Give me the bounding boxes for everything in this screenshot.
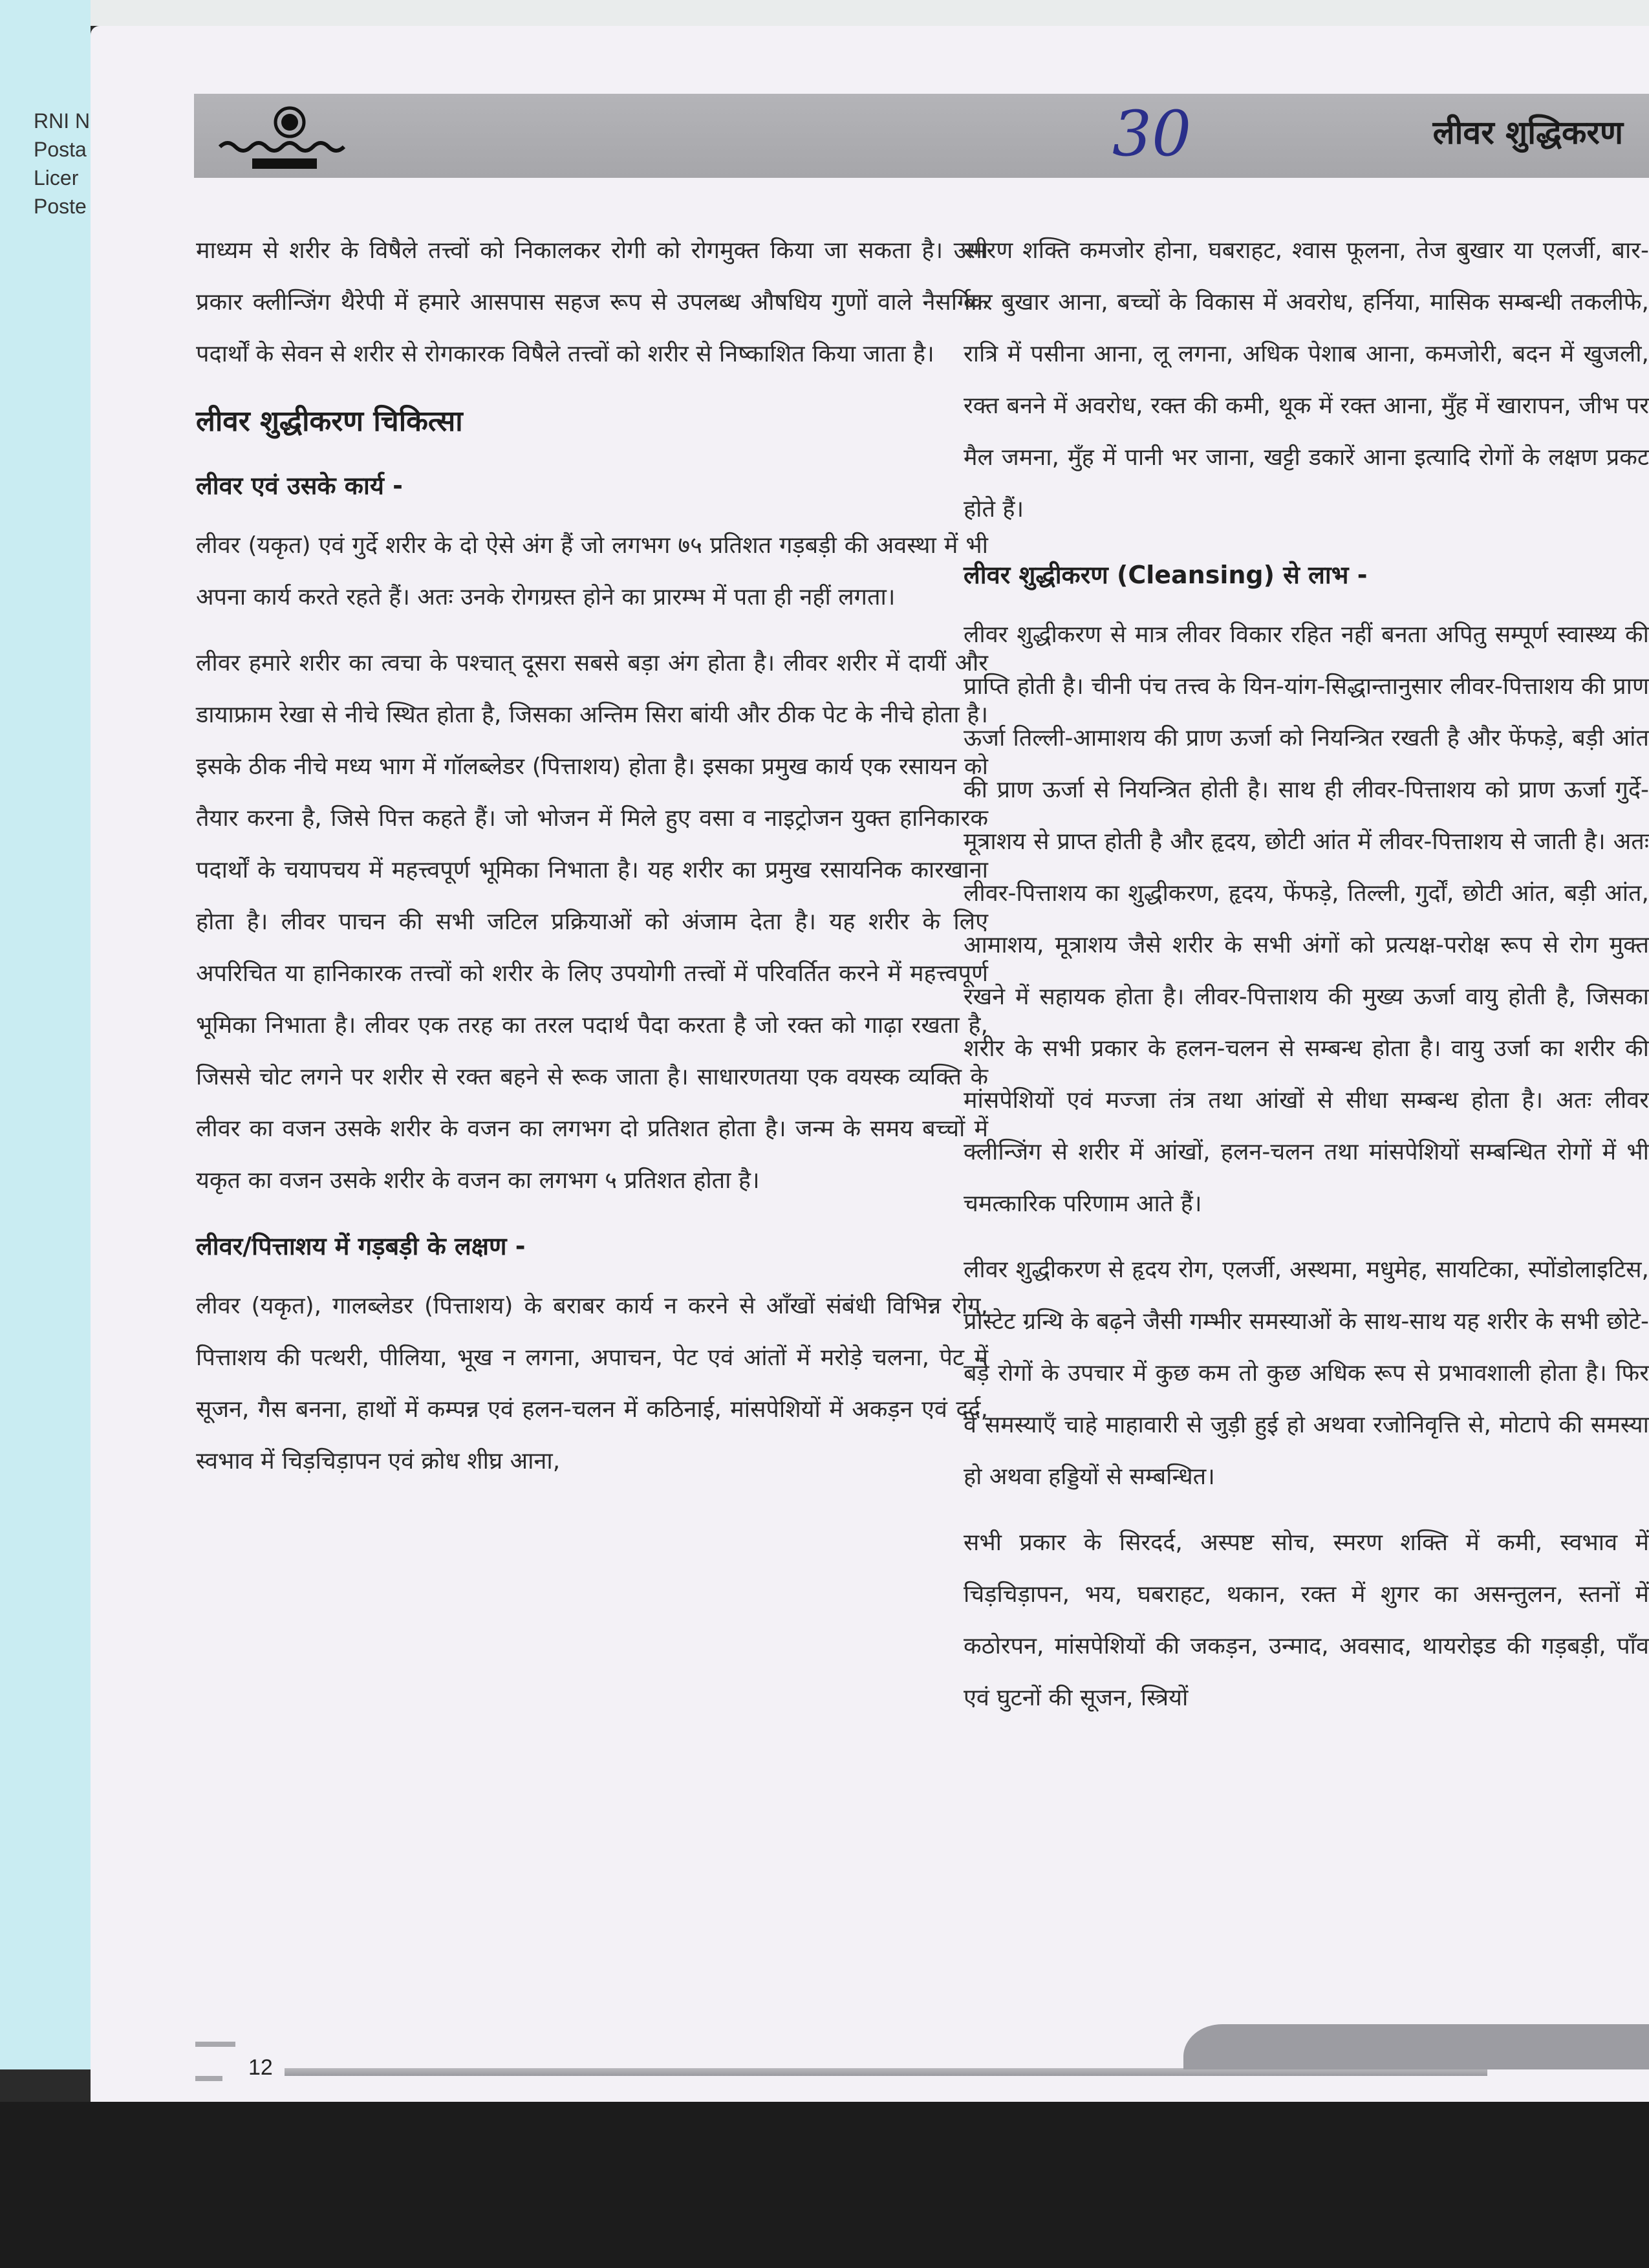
scanner-background-left [0, 0, 91, 2069]
handwritten-page-number [1099, 94, 1229, 171]
subheading-benefits: लीवर शुद्धीकरण (Cleansing) से लाभ - [964, 561, 1368, 589]
scanner-background-top [0, 0, 1649, 26]
sun-waves-logo-icon [213, 102, 356, 173]
handwritten-number-text: 30 [1112, 98, 1192, 170]
paragraph-symptoms-continued: स्मरण शक्ति कमजोर होना, घबराहट, श्वास फूलना, तेज बुखार या एलर्जी, बार-बार बुखार आना, बच्चों के विकास में अवरोध, हर्निया, मासिक सम्बन्धी तकलीफे, रात्रि में पसीना आना, लू लगना, अधिक पेशाब आना, कमजोरी, बदन में खुजली, रक्त बनने में अवरोध, रक्त की कमी, थूक में रक्त आना, मुँह में खारापन, जीभ पर मैल जमना, मुँह में पानी भर जाना, खट्टी डकारें आना इत्यादि रोगों के लक्षण प्रकट होते हैं। [964, 237, 1649, 523]
paragraph-benefits-2: लीवर शुद्धीकरण से हृदय रोग, एलर्जी, अस्थमा, मधुमेह, सायटिका, स्पोंडोलाइटिस, प्रोस्टेट ग्रन्थि के बढ़ने जैसी गम्भीर समस्याओं के साथ-साथ यह शरीर के सभी छोटे-बड़े रोगों के उपचार में कुछ कम तो कुछ अधिक रूप से प्रभावशाली होता है। फिर वे समस्याएँ चाहे माहावारी से जुड़ी हुई हो अथवा रजोनिवृत्ति से, मोटापे की समस्या हो अथवा हड्डियों से सम्बन्धित। [964, 1257, 1649, 1490]
main-heading: लीवर शुद्धीकरण चिकित्सा [196, 405, 463, 438]
right-text-column [964, 225, 1649, 1738]
subheading-symptoms: लीवर/पित्ताशय में गड़बड़ी के लक्षण - [196, 1232, 526, 1260]
footer-dash [195, 2076, 222, 2081]
left-text-column [196, 225, 988, 1502]
page-number: 12 [248, 2055, 273, 2080]
page-header-band [194, 94, 1649, 178]
subheading-liver-functions: लीवर एवं उसके कार्य - [196, 471, 403, 500]
back-page-fragment: Poste [34, 195, 87, 218]
back-page-fragment: Posta [34, 138, 87, 161]
paragraph-benefits-3: सभी प्रकार के सिरदर्द, अस्पष्ट सोच, स्मरण शक्ति में कमी, स्वभाव में चिड़चिड़ापन, भय, घबराहट, थकान, रक्त में शुगर का असन्तुलन, स्तनों में कठोरपन, मांसपेशियों की जकड़न, उन्माद, अवसाद, थायरोइड की गड़बड़ी, पाँव एवं घुटनों की सूजन, स्त्रियों [964, 1529, 1649, 1711]
scanner-background-bottom [0, 2102, 1649, 2268]
back-page-fragment: Licer [34, 166, 79, 189]
paragraph-symptoms: लीवर (यकृत), गालब्लेडर (पित्ताशय) के बराबर कार्य न करने से आँखों संबंधी विभिन्न रोग, पित्ताशय की पत्थरी, पीलिया, भूख न लगना, अपाचन, पेट एवं आंतों में मरोड़े चलना, पेट में सूजन, गैस बनना, हाथों में कम्पन्न एवं हलन-चलन में कठिनाई, मांसपेशियों में अकड़न एवं दर्द, स्वभाव में चिड़चिड़ापन एवं क्रोध शीघ्र आना, [196, 1293, 988, 1474]
paragraph-liver-functions-2: लीवर हमारे शरीर का त्वचा के पश्चात् दूसरा सबसे बड़ा अंग होता है। लीवर शरीर में दायीं और डायाफ्राम रेखा से नीचे स्थित होता है, जिसका अन्तिम सिरा बांयी और ठीक पेट के नीचे होता है। इसके ठीक नीचे मध्य भाग में गॉलब्लेडर (पित्ताशय) होता है। इसका प्रमुख कार्य एक रसायन को तैयार करना है, जिसे पित्त कहते हैं। जो भोजन में मिले हुए वसा व नाइट्रोजन युक्त हानिकारक पदार्थों के चयापचय में महत्त्वपूर्ण भूमिका निभाता है। यह शरीर का प्रमुख रसायनिक कारखाना होता है। लीवर पाचन की सभी जटिल प्रक्रियाओं को अंजाम देता है। यह शरीर के लिए अपरिचित या हानिकारक तत्त्वों को शरीर के लिए उपयोगी तत्त्वों में परिवर्तित करने में महत्त्वपूर्ण भूमिका निभाता है। लीवर एक तरह का तरल पदार्थ पैदा करता है जो रक्त को गाढ़ा रखता है, जिससे चोट लगने पर शरीर से रक्त बहने से रूक जाता है। साधारणतया एक वयस्क व्यक्ति के लीवर का वजन उसके शरीर के वजन का लगभग दो प्रतिशत होता है। जन्म के समय बच्चों में यकृत का वजन उसके शरीर के वजन का लगभग ५ प्रतिशत होता है। [196, 650, 988, 1194]
back-page-fragment: RNI N [34, 109, 91, 133]
section-title: लीवर शुद्धिकरण [1432, 114, 1623, 151]
paragraph-benefits-1: लीवर शुद्धीकरण से मात्र लीवर विकार रहित नहीं बनता अपितु सम्पूर्ण स्वास्थ्य की प्राप्ति होती है। चीनी पंच तत्त्व के यिन-यांग-सिद्धान्तानुसार लीवर-पित्ताशय की प्राण ऊर्जा तिल्ली-आमाशय की प्राण ऊर्जा को नियन्त्रित रखती है और फेंफड़े, बड़ी आंत की प्राण ऊर्जा से नियन्त्रित होती है। साथ ही लीवर-पित्ताशय को प्राण ऊर्जा गुर्दे-मूत्राशय से प्राप्त होती है और हृदय, छोटी आंत में लीवर-पित्ताशय से जाती है। अतः लीवर-पित्ताशय का शुद्धीकरण, हृदय, फेंफड़े, तिल्ली, गुर्दों, छोटी आंत, बड़ी आंत, आमाशय, मूत्राशय जैसे शरीर के सभी अंगों को प्रत्यक्ष-परोक्ष रूप से रोग मुक्त रखने में सहायक होता है। लीवर-पित्ताशय की मुख्य ऊर्जा वायु होती है, जिसका शरीर के सभी प्रकार के हलन-चलन से सम्बन्ध होता है। वायु उर्जा का शरीर की मांसपेशियों एवं मज्जा तंत्र तथा आंखों से सीधा सम्बन्ध होता है। अतः लीवर क्लीन्जिंग से शरीर में आंखों, हलन-चलन तथा मांसपेशियों सम्बन्धित रोगों में भी चमत्कारिक परिणाम आते हैं। [964, 621, 1649, 1217]
magazine-page [91, 26, 1649, 2102]
paragraph-liver-functions-1: लीवर (यकृत) एवं गुर्दे शरीर के दो ऐसे अंग हैं जो लगभग ७५ प्रतिशत गड़बड़ी की अवस्था में भी अपना कार्य करते रहते हैं। अतः उनके रोगग्रस्त होने का प्रारम्भ में पता ही नहीं लगता। [196, 532, 988, 610]
back-page-text-fragments [34, 107, 90, 221]
footer-dash [195, 2042, 235, 2047]
intro-paragraph: माध्यम से शरीर के विषैले तत्त्वों को निकालकर रोगी को रोगमुक्त किया जा सकता है। उसी प्रकार क्लीन्जिंग थैरेपी में हमारे आसपास सहज रूप से उपलब्ध औषधिय गुणों वाले नैसर्गिक पदार्थों के सेवन से शरीर से रोगकारक विषैले तत्त्वों को शरीर से निष्काशित किया जाता है। [196, 237, 988, 367]
footer-tab-decoration [1183, 2024, 1649, 2069]
